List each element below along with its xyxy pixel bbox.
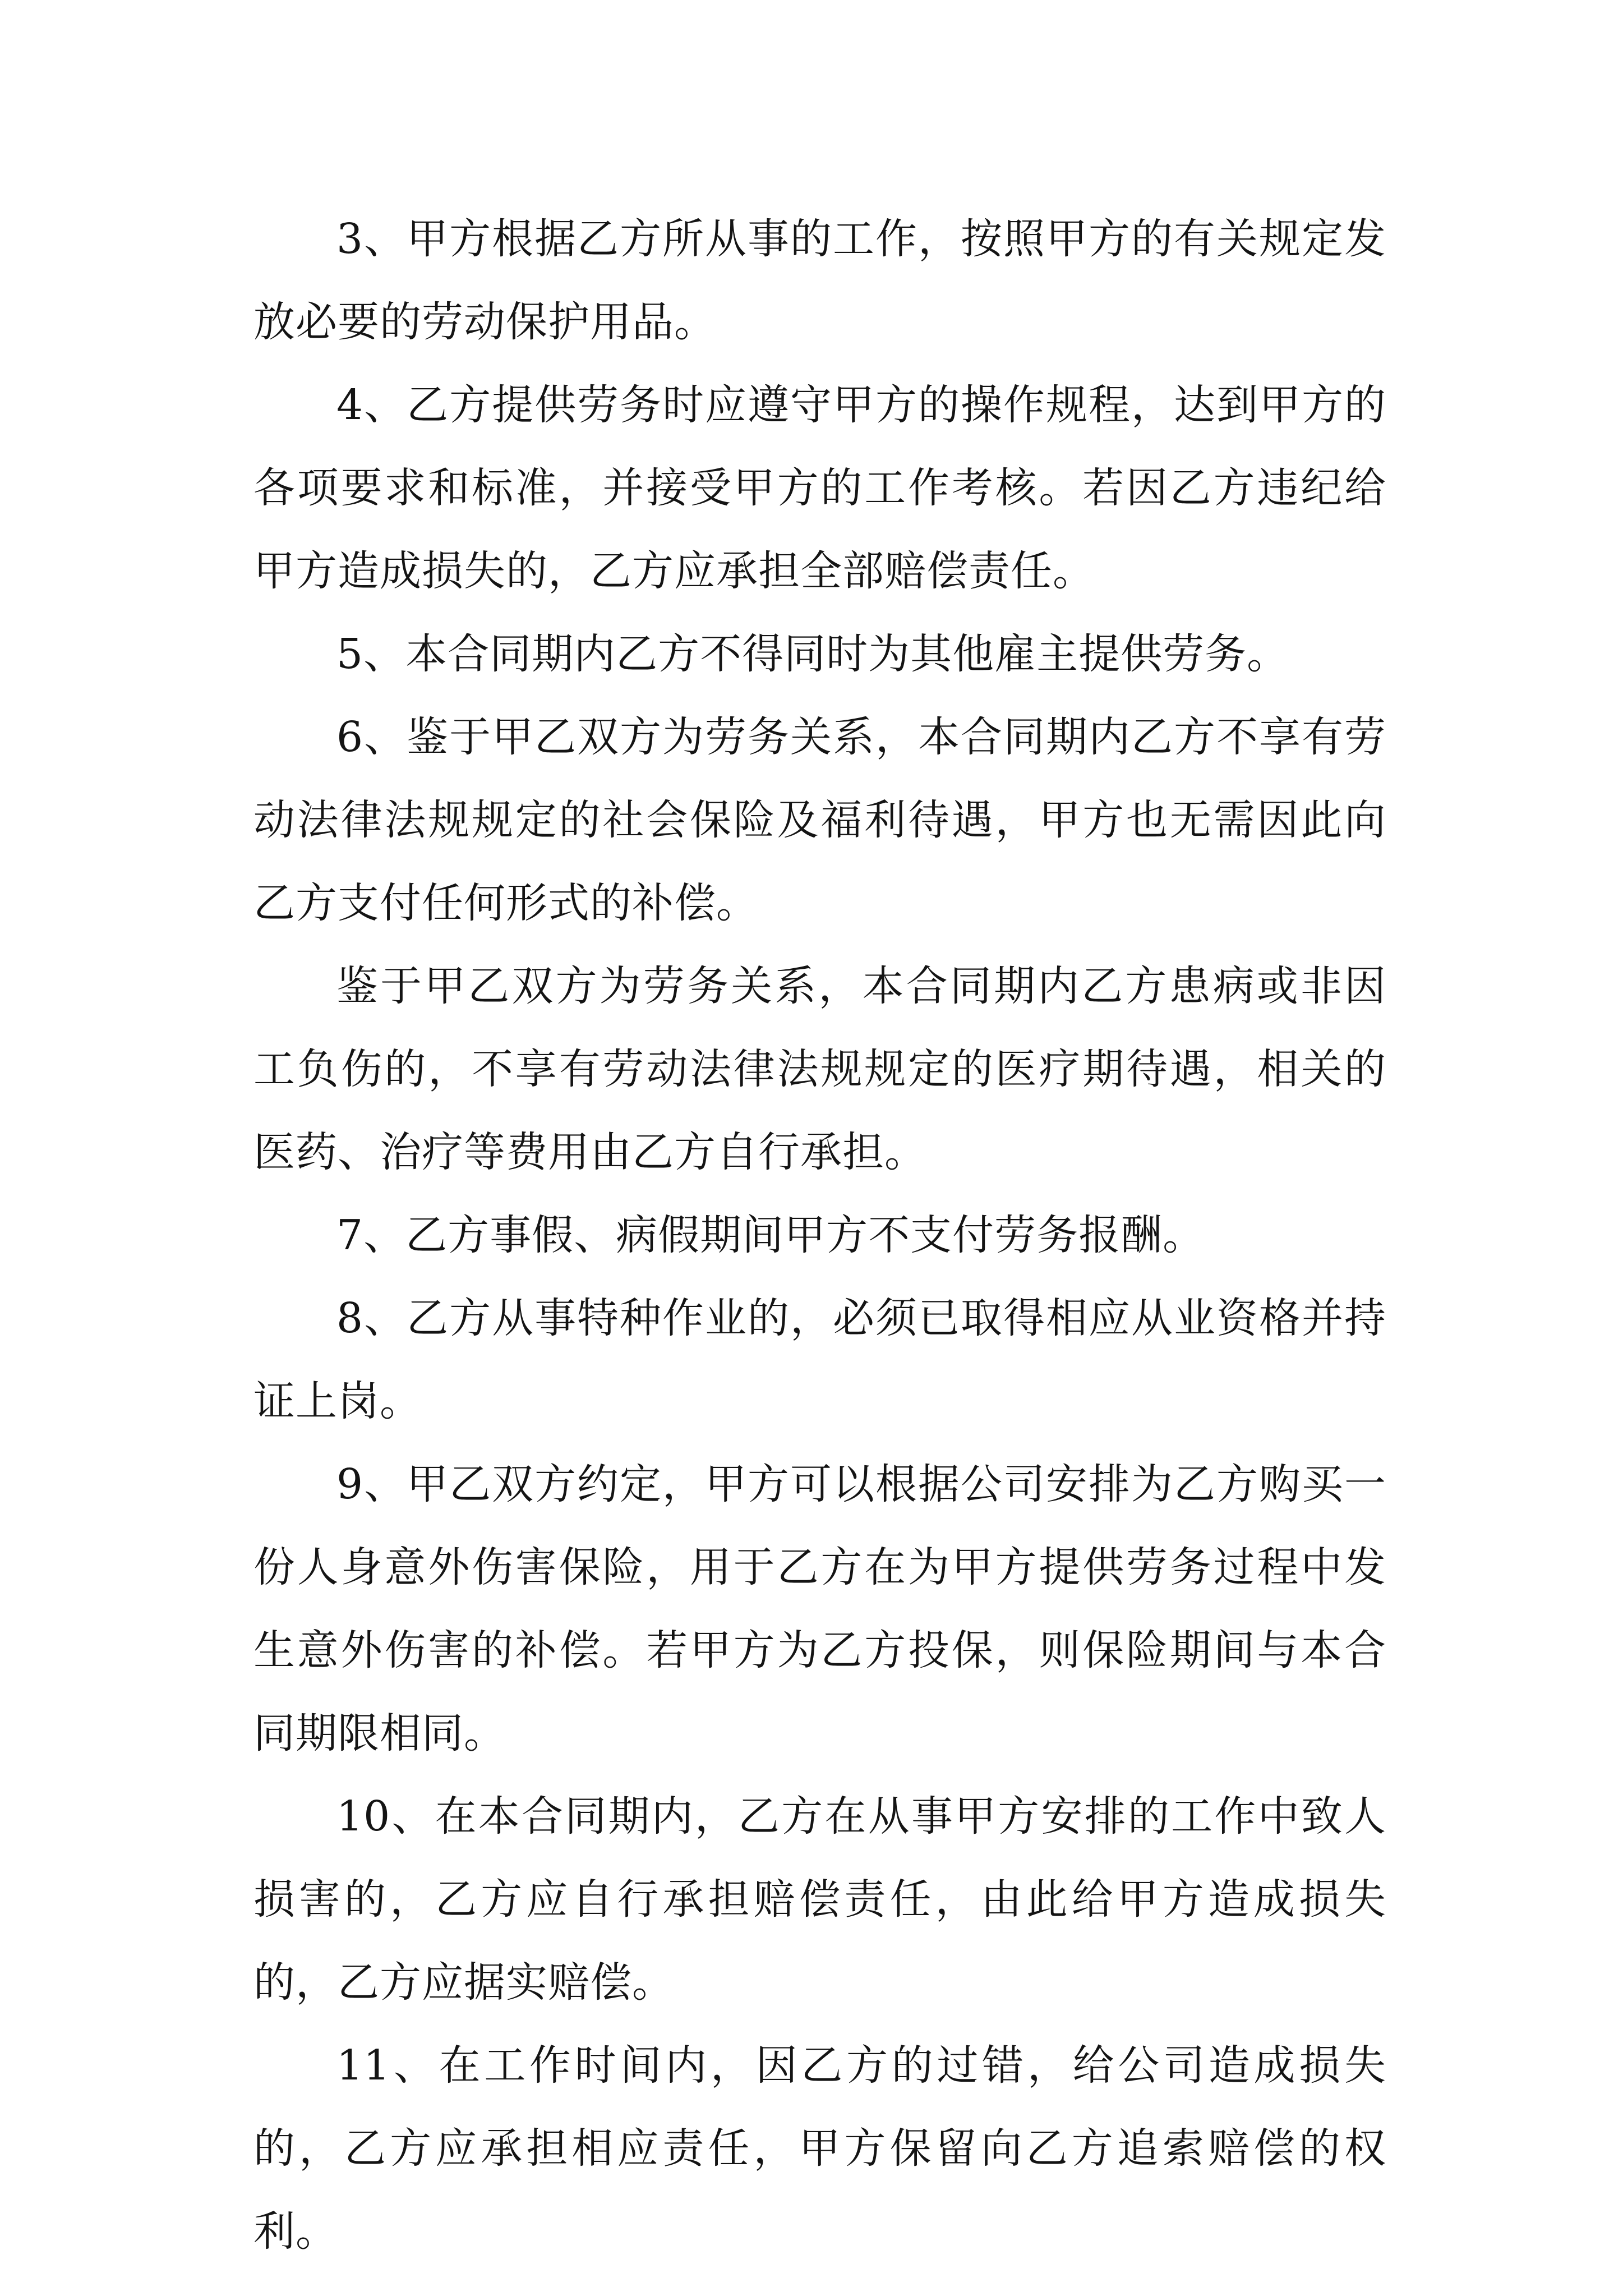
clause-10: 10、在本合同期内，乙方在从事甲方安排的工作中致人损害的，乙方应自行承担赔偿责任，由此给甲方造成损失的，乙方应据实赔偿。 xyxy=(253,1792,1386,2007)
clause-6-continued: 鉴于甲乙双方为劳务关系，本合同期内乙方患病或非因工负伤的，不享有劳动法律法规规定的医疗期待遇，相关的医药、治疗等费用由乙方自行承担。 xyxy=(253,962,1386,1176)
clause-5: 5、本合同期内乙方不得同时为其他雇主提供劳务。 xyxy=(336,630,1289,678)
clause-4: 4、乙方提供劳务时应遵守甲方的操作规程，达到甲方的各项要求和标准，并接受甲方的工作考核。若因乙方违纪给甲方造成损失的，乙方应承担全部赔偿责任。 xyxy=(253,381,1386,595)
contract-body xyxy=(253,197,1386,2273)
clause-3: 3、甲方根据乙方所从事的工作，按照甲方的有关规定发放必要的劳动保护用品。 xyxy=(253,215,1386,346)
clause-11: 11、在工作时间内，因乙方的过错，给公司造成损失的，乙方应承担相应责任，甲方保留向乙方追索赔偿的权利。 xyxy=(253,2041,1386,2256)
clause-9: 9、甲乙双方约定，甲方可以根据公司安排为乙方购买一份人身意外伤害保险，用于乙方在为甲方提供劳务过程中发生意外伤害的补偿。若甲方为乙方投保，则保险期间与本合同期限相同。 xyxy=(253,1460,1386,1757)
clause-7: 7、乙方事假、病假期间甲方不支付劳务报酬。 xyxy=(336,1211,1205,1259)
clause-8: 8、乙方从事特种作业的，必须已取得相应从业资格并持证上岗。 xyxy=(253,1294,1386,1425)
clause-6: 6、鉴于甲乙双方为劳务关系，本合同期内乙方不享有劳动法律法规规定的社会保险及福利待遇，甲方也无需因此向乙方支付任何形式的补偿。 xyxy=(253,713,1386,927)
